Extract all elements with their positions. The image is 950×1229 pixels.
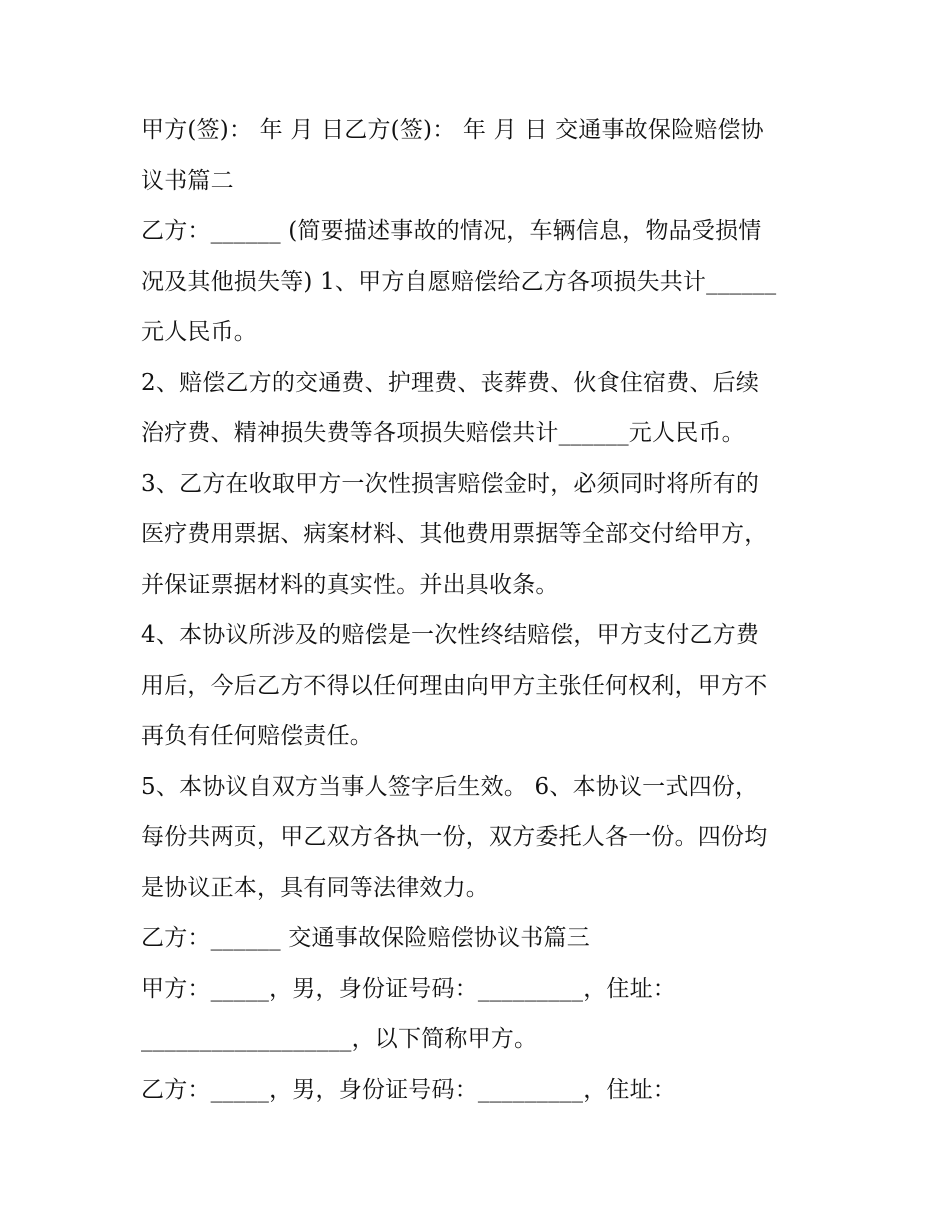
text-line: 并保证票据材料的真实性。并出具收条。 <box>141 572 559 598</box>
text-line: 乙方：______ (简要描述事故的情况，车辆信息，物品受损情 <box>141 218 762 244</box>
text-line: 甲方(签)： 年 月 日乙方(签)： 年 月 日 交通事故保险赔偿协 <box>141 117 764 143</box>
text-line: 用后，今后乙方不得以任何理由向甲方主张任何权利，甲方不 <box>141 673 768 699</box>
text-line: 每份共两页，甲乙双方各执一份，双方委托人各一份。四份均 <box>141 824 768 850</box>
text-line: 3、乙方在收取甲方一次性损害赔偿金时，必须同时将所有的 <box>141 471 760 497</box>
text-line: 2、赔偿乙方的交通费、护理费、丧葬费、伙食住宿费、后续 <box>141 370 760 396</box>
text-line: 医疗费用票据、病案材料、其他费用票据等全部交付给甲方， <box>141 521 768 547</box>
text-line: 4、本协议所涉及的赔偿是一次性终结赔偿，甲方支付乙方费 <box>141 622 760 648</box>
text-line: 议书篇二 <box>141 168 234 194</box>
text-line: 是协议正本，具有同等法律效力。 <box>141 875 489 901</box>
text-line: 乙方：______ 交通事故保险赔偿协议书篇三 <box>141 925 590 951</box>
text-line: 5、本协议自双方当事人签字后生效。 6、本协议一式四份， <box>141 774 759 800</box>
text-line: 况及其他损失等) 1、甲方自愿赔偿给乙方各项损失共计______ <box>141 269 777 295</box>
text-line: 元人民币。 <box>141 319 257 345</box>
text-line: 再负有任何赔偿责任。 <box>141 723 373 749</box>
text-line: 乙方：_____，男，身份证号码：_________，住址： <box>141 1077 676 1103</box>
text-line: 甲方：_____，男，身份证号码：_________，住址： <box>141 976 676 1002</box>
text-line: 治疗费、精神损失费等各项损失赔偿共计______元人民币。 <box>141 420 745 446</box>
text-line: __________________，以下简称甲方。 <box>141 1026 538 1052</box>
